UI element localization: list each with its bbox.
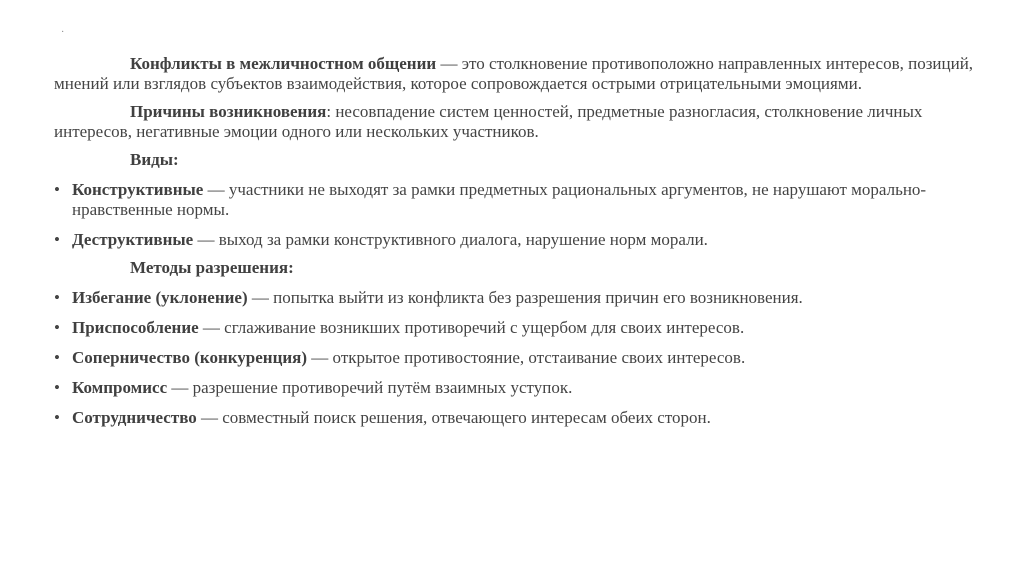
definition-text: — это столкновение противоположно направленных интересов, позиций, мнений или взглядов субъектов взаимодействия, которое сопровождается острыми отрицательными эмоциями. bbox=[54, 54, 974, 93]
item-text: — разрешение противоречий путём взаимных уступок. bbox=[167, 378, 573, 397]
list-item-avoidance bbox=[54, 288, 974, 308]
bullet-icon: • bbox=[54, 230, 60, 249]
bullet-icon: • bbox=[54, 180, 60, 199]
bullet-icon: • bbox=[54, 378, 60, 397]
list-item-compromise bbox=[54, 378, 974, 398]
item-text: — выход за рамки конструктивного диалога, нарушение норм морали. bbox=[193, 230, 708, 249]
list-item-constructive bbox=[54, 180, 974, 220]
item-text: — открытое противостояние, отстаивание своих интересов. bbox=[307, 348, 746, 367]
causes-text: : несовпадение систем ценностей, предметные разногласия, столкновение личных интересов, негативные эмоции одного или нескольких участников. bbox=[54, 102, 923, 141]
types-list bbox=[54, 180, 974, 250]
item-text: — участники не выходят за рамки предметных рациональных аргументов, не нарушают морально-нравственные нормы. bbox=[72, 180, 927, 219]
slide-content bbox=[54, 54, 974, 428]
list-item-competition bbox=[54, 348, 974, 368]
item-term: Деструктивные bbox=[72, 230, 194, 249]
item-text: — совместный поиск решения, отвечающего интересам обеих сторон. bbox=[196, 408, 711, 427]
list-item-accommodation bbox=[54, 318, 974, 338]
bullet-icon: • bbox=[54, 318, 60, 337]
definition-term: Конфликты в межличностном общении bbox=[130, 54, 437, 73]
bullet-icon: • bbox=[54, 288, 60, 307]
methods-list bbox=[54, 288, 974, 428]
types-heading: Виды: bbox=[130, 150, 179, 169]
causes-paragraph bbox=[54, 102, 974, 142]
causes-term: Причины возникновения bbox=[130, 102, 327, 121]
list-item-destructive bbox=[54, 230, 974, 250]
bullet-icon: • bbox=[54, 348, 60, 367]
item-term: Соперничество (конкуренция) bbox=[72, 348, 308, 367]
item-term: Компромисс bbox=[72, 378, 168, 397]
bullet-icon: • bbox=[54, 408, 60, 427]
item-term: Сотрудничество bbox=[72, 408, 197, 427]
item-term: Приспособление bbox=[72, 318, 199, 337]
corner-mark: · bbox=[61, 27, 65, 38]
item-text: — попытка выйти из конфликта без разрешения причин его возникновения. bbox=[247, 288, 803, 307]
item-term: Конструктивные bbox=[72, 180, 204, 199]
item-text: — сглаживание возникших противоречий с ущербом для своих интересов. bbox=[198, 318, 745, 337]
item-term: Избегание (уклонение) bbox=[72, 288, 248, 307]
definition-paragraph bbox=[54, 54, 974, 94]
list-item-collaboration bbox=[54, 408, 974, 428]
methods-heading: Методы разрешения: bbox=[130, 258, 294, 277]
